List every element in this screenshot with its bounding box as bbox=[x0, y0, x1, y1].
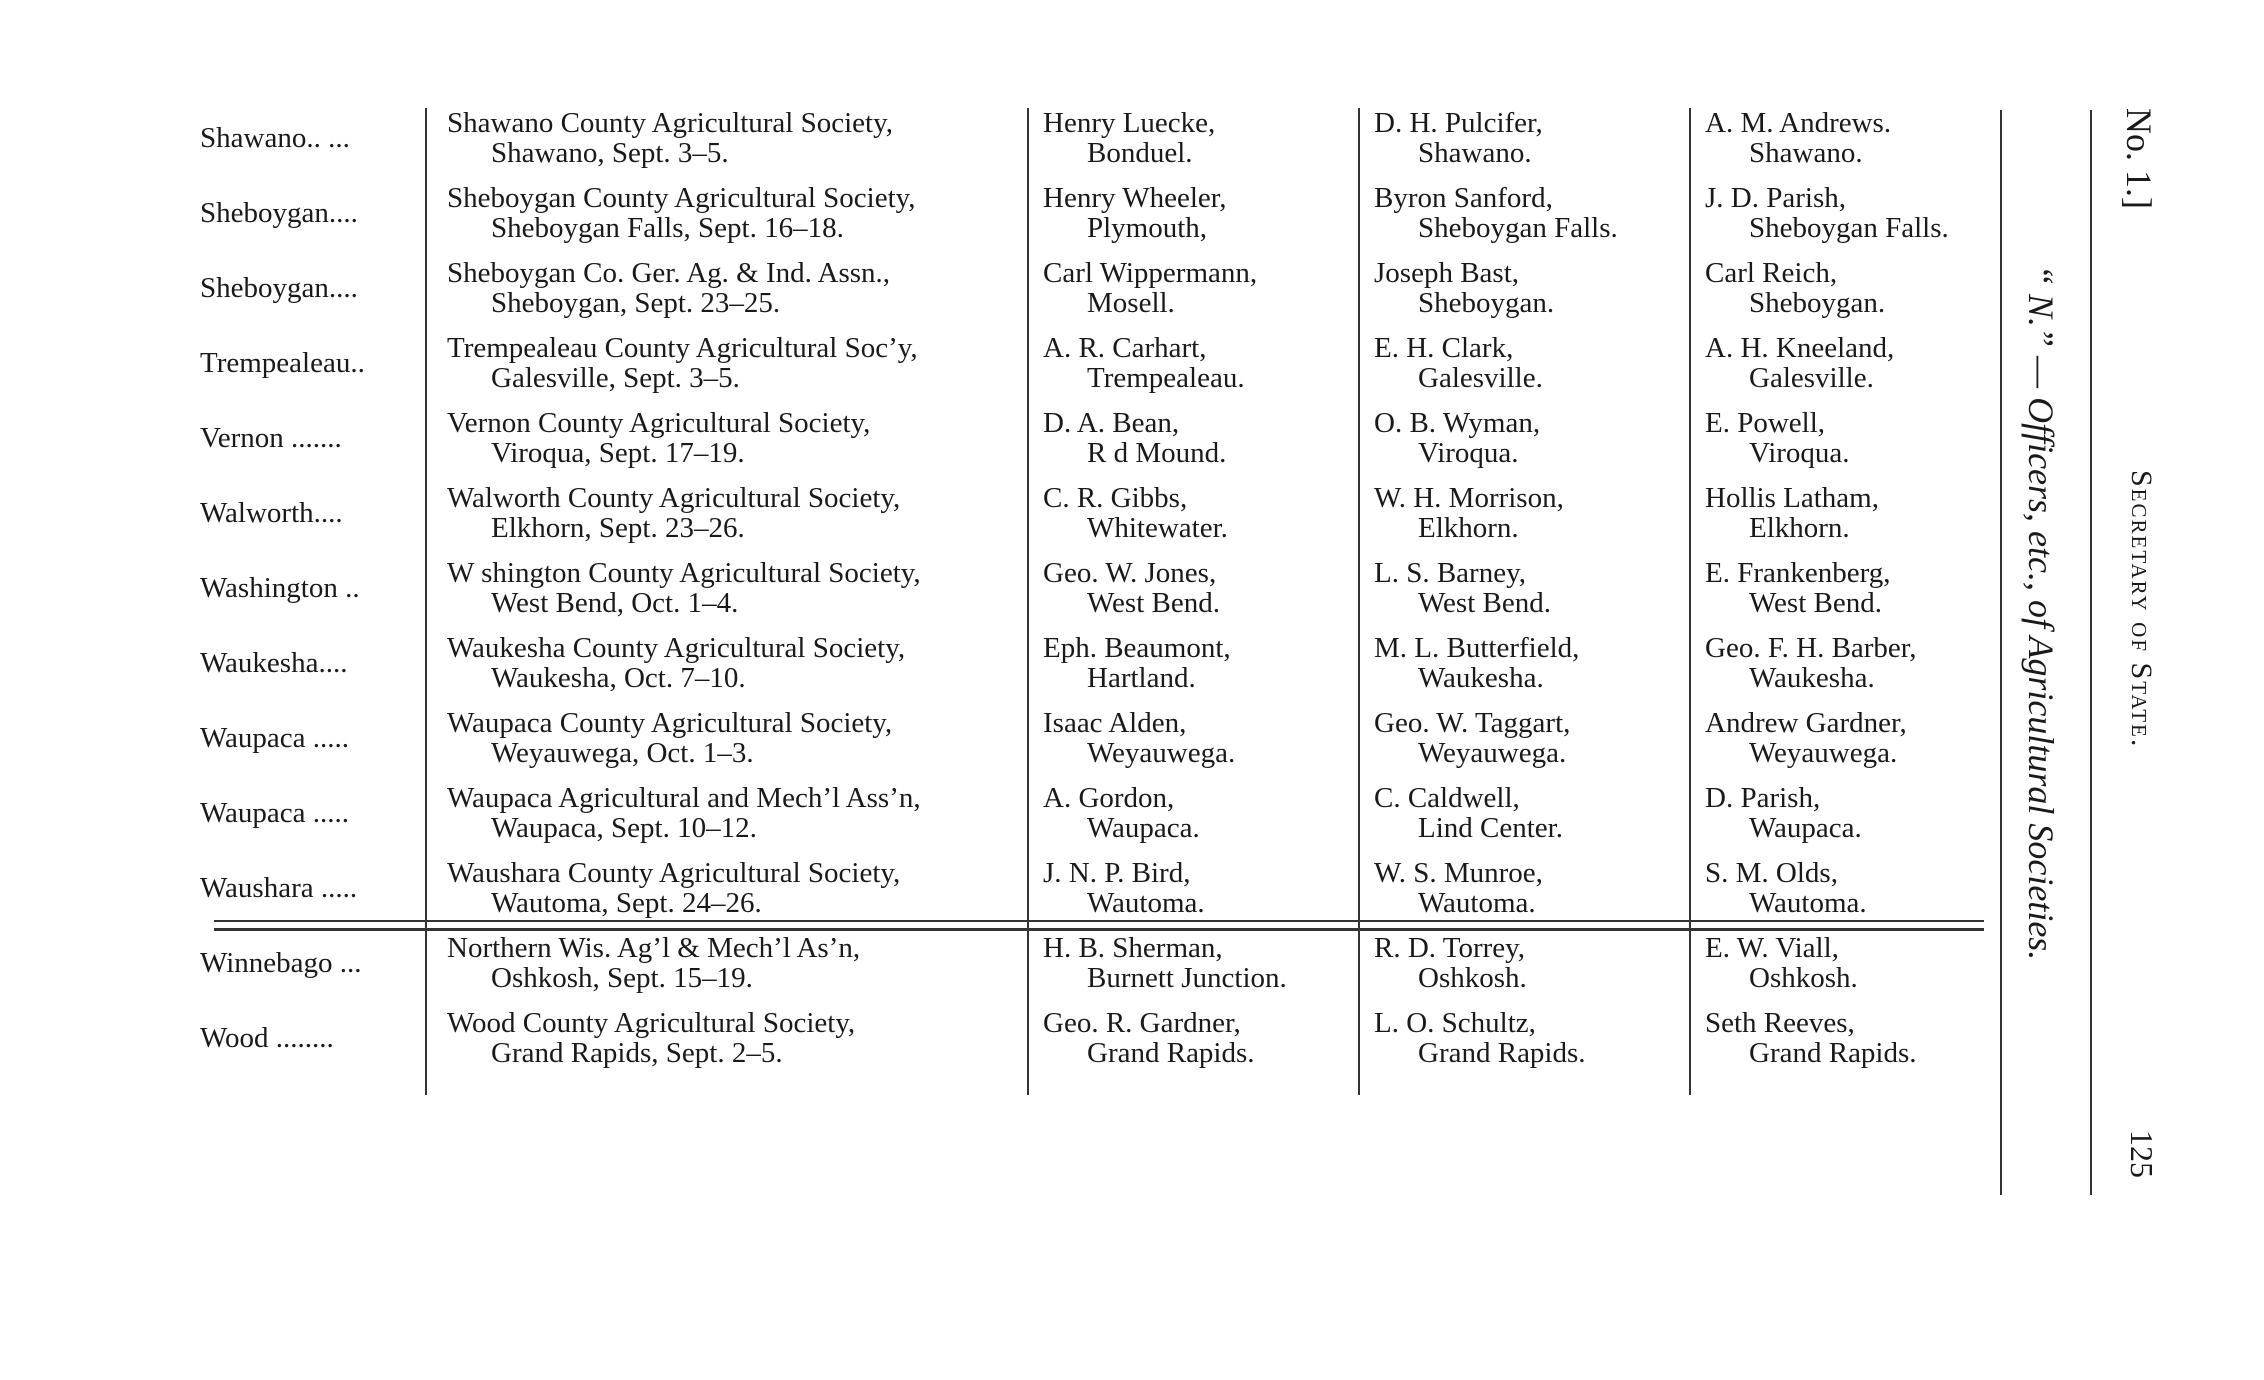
president: Isaac Alden, bbox=[1043, 707, 1187, 739]
society-cell bbox=[426, 1008, 1028, 1095]
society-place: Sheboygan Falls, Sept. 16–18. bbox=[491, 212, 844, 244]
side-rule-left bbox=[2000, 110, 2002, 1195]
secretary-cell bbox=[1359, 708, 1690, 783]
president-cell bbox=[1028, 558, 1359, 633]
president-cell bbox=[1028, 183, 1359, 258]
societies-table bbox=[200, 108, 2010, 1095]
table-row bbox=[200, 558, 2010, 633]
county: Walworth.... bbox=[200, 497, 343, 529]
treasurer-cell bbox=[1690, 258, 2010, 333]
society: Trempealeau County Agricultural Soc’y, bbox=[447, 332, 918, 364]
county-cell bbox=[200, 783, 426, 858]
president: Henry Wheeler, bbox=[1043, 182, 1227, 214]
treasurer-place: Elkhorn. bbox=[1749, 512, 1850, 544]
county: Wood ........ bbox=[200, 1022, 334, 1054]
president-cell bbox=[1028, 333, 1359, 408]
table-row bbox=[200, 933, 2010, 1008]
society: Sheboygan Co. Ger. Ag. & Ind. Assn., bbox=[447, 257, 891, 289]
president-place: Hartland. bbox=[1087, 662, 1196, 694]
treasurer: A. H. Kneeland, bbox=[1705, 332, 1895, 364]
treasurer-place: Waukesha. bbox=[1749, 662, 1875, 694]
society: Waushara County Agricultural Society, bbox=[447, 857, 901, 889]
society-cell bbox=[426, 933, 1028, 1008]
society-cell bbox=[426, 633, 1028, 708]
secretary-cell bbox=[1359, 333, 1690, 408]
president: Geo. W. Jones, bbox=[1043, 557, 1217, 589]
treasurer: J. D. Parish, bbox=[1705, 182, 1846, 214]
society-place: West Bend, Oct. 1–4. bbox=[491, 587, 739, 619]
president: H. B. Sherman, bbox=[1043, 932, 1223, 964]
secretary-cell bbox=[1359, 108, 1690, 183]
county-cell bbox=[200, 483, 426, 558]
society-place: Oshkosh, Sept. 15–19. bbox=[491, 962, 753, 994]
county-cell bbox=[200, 933, 426, 1008]
president-place: Wautoma. bbox=[1087, 887, 1205, 919]
secretary-place: Lind Center. bbox=[1418, 812, 1563, 844]
treasurer: A. M. Andrews. bbox=[1705, 107, 1892, 139]
county: Winnebago ... bbox=[200, 947, 362, 979]
table-row bbox=[200, 183, 2010, 258]
president: Henry Luecke, bbox=[1043, 107, 1216, 139]
treasurer: Geo. F. H. Barber, bbox=[1705, 632, 1917, 664]
treasurer: E. Frankenberg, bbox=[1705, 557, 1891, 589]
president-place: Weyauwega. bbox=[1087, 737, 1236, 769]
treasurer-place: West Bend. bbox=[1749, 587, 1882, 619]
treasurer-cell bbox=[1690, 408, 2010, 483]
table-row bbox=[200, 258, 2010, 333]
president-cell bbox=[1028, 483, 1359, 558]
secretary-cell bbox=[1359, 408, 1690, 483]
president-place: Bonduel. bbox=[1087, 137, 1193, 169]
treasurer-place: Sheboygan. bbox=[1749, 287, 1886, 319]
president-place: Grand Rapids. bbox=[1087, 1037, 1255, 1069]
president: Eph. Beaumont, bbox=[1043, 632, 1231, 664]
president: Geo. R. Gardner, bbox=[1043, 1007, 1241, 1039]
secretary-place: Wautoma. bbox=[1418, 887, 1536, 919]
secretary-cell bbox=[1359, 483, 1690, 558]
society-cell bbox=[426, 558, 1028, 633]
county-cell bbox=[200, 708, 426, 783]
president-cell bbox=[1028, 258, 1359, 333]
treasurer-place: Sheboygan Falls. bbox=[1749, 212, 1949, 244]
county-cell bbox=[200, 408, 426, 483]
secretary: R. D. Torrey, bbox=[1374, 932, 1526, 964]
treasurer-cell bbox=[1690, 708, 2010, 783]
secretary: C. Caldwell, bbox=[1374, 782, 1520, 814]
president-place: Mosell. bbox=[1087, 287, 1175, 319]
society-place: Waukesha, Oct. 7–10. bbox=[491, 662, 746, 694]
society-cell bbox=[426, 483, 1028, 558]
society-place: Wautoma, Sept. 24–26. bbox=[491, 887, 762, 919]
society: W shington County Agricultural Society, bbox=[447, 557, 921, 589]
secretary-place: Shawano. bbox=[1418, 137, 1532, 169]
treasurer: Seth Reeves, bbox=[1705, 1007, 1855, 1039]
table-row bbox=[200, 783, 2010, 858]
president-cell bbox=[1028, 1008, 1359, 1095]
secretary-place: Galesville. bbox=[1418, 362, 1543, 394]
secretary-place: West Bend. bbox=[1418, 587, 1551, 619]
society-place: Viroqua, Sept. 17–19. bbox=[491, 437, 745, 469]
treasurer-place: Galesville. bbox=[1749, 362, 1874, 394]
secretary-cell bbox=[1359, 633, 1690, 708]
secretary-place: Grand Rapids. bbox=[1418, 1037, 1586, 1069]
secretary: Joseph Bast, bbox=[1374, 257, 1519, 289]
secretary: M. L. Butterfield, bbox=[1374, 632, 1580, 664]
treasurer-place: Shawano. bbox=[1749, 137, 1863, 169]
table-row bbox=[200, 333, 2010, 408]
treasurer-cell bbox=[1690, 1008, 2010, 1095]
table-row bbox=[200, 708, 2010, 783]
society-place: Elkhorn, Sept. 23–26. bbox=[491, 512, 745, 544]
county-cell bbox=[200, 1008, 426, 1095]
treasurer-cell bbox=[1690, 558, 2010, 633]
society: Vernon County Agricultural Society, bbox=[447, 407, 871, 439]
treasurer: D. Parish, bbox=[1705, 782, 1821, 814]
table-row bbox=[200, 633, 2010, 708]
president-cell bbox=[1028, 933, 1359, 1008]
secretary-cell bbox=[1359, 183, 1690, 258]
secretary-cell bbox=[1359, 933, 1690, 1008]
document-number: No. 1.] bbox=[2119, 108, 2159, 209]
treasurer: E. Powell, bbox=[1705, 407, 1826, 439]
county-cell bbox=[200, 333, 426, 408]
treasurer: Andrew Gardner, bbox=[1705, 707, 1907, 739]
county: Waupaca ..... bbox=[200, 797, 350, 829]
president-place: Whitewater. bbox=[1087, 512, 1228, 544]
secretary-place: Elkhorn. bbox=[1418, 512, 1519, 544]
bottom-double-rule bbox=[214, 928, 1984, 931]
county-cell bbox=[200, 183, 426, 258]
side-rule-right bbox=[2090, 110, 2092, 1195]
society-cell bbox=[426, 708, 1028, 783]
president-place: West Bend. bbox=[1087, 587, 1220, 619]
president: A. Gordon, bbox=[1043, 782, 1175, 814]
treasurer-place: Grand Rapids. bbox=[1749, 1037, 1917, 1069]
secretary-cell bbox=[1359, 1008, 1690, 1095]
president-place: R d Mound. bbox=[1087, 437, 1227, 469]
treasurer-cell bbox=[1690, 933, 2010, 1008]
president-cell bbox=[1028, 633, 1359, 708]
county-cell bbox=[200, 558, 426, 633]
treasurer-cell bbox=[1690, 183, 2010, 258]
treasurer-place: Waupaca. bbox=[1749, 812, 1862, 844]
treasurer-place: Viroqua. bbox=[1749, 437, 1850, 469]
treasurer-place: Weyauwega. bbox=[1749, 737, 1898, 769]
president: A. R. Carhart, bbox=[1043, 332, 1207, 364]
treasurer-cell bbox=[1690, 108, 2010, 183]
president: C. R. Gibbs, bbox=[1043, 482, 1188, 514]
county: Sheboygan.... bbox=[200, 197, 358, 229]
county-cell bbox=[200, 108, 426, 183]
society-cell bbox=[426, 783, 1028, 858]
secretary: Byron Sanford, bbox=[1374, 182, 1553, 214]
secretary: O. B. Wyman, bbox=[1374, 407, 1541, 439]
county: Waushara ..... bbox=[200, 872, 358, 904]
society-cell bbox=[426, 408, 1028, 483]
treasurer-place: Oshkosh. bbox=[1749, 962, 1858, 994]
society-cell bbox=[426, 258, 1028, 333]
secretary: Geo. W. Taggart, bbox=[1374, 707, 1571, 739]
secretary: W. S. Munroe, bbox=[1374, 857, 1543, 889]
society-cell bbox=[426, 108, 1028, 183]
county: Shawano.. ... bbox=[200, 122, 350, 154]
county: Waukesha.... bbox=[200, 647, 348, 679]
society-place: Shawano, Sept. 3–5. bbox=[491, 137, 729, 169]
society: Waupaca Agricultural and Mech’l Ass’n, bbox=[447, 782, 921, 814]
society: Shawano County Agricultural Society, bbox=[447, 107, 893, 139]
president-cell bbox=[1028, 408, 1359, 483]
president-cell bbox=[1028, 108, 1359, 183]
society: Waukesha County Agricultural Society, bbox=[447, 632, 906, 664]
president: Carl Wippermann, bbox=[1043, 257, 1258, 289]
table-row bbox=[200, 108, 2010, 183]
treasurer: Hollis Latham, bbox=[1705, 482, 1879, 514]
society: Walworth County Agricultural Society, bbox=[447, 482, 901, 514]
county-cell bbox=[200, 633, 426, 708]
secretary-cell bbox=[1359, 783, 1690, 858]
secretary: L. O. Schultz, bbox=[1374, 1007, 1536, 1039]
treasurer-place: Wautoma. bbox=[1749, 887, 1867, 919]
society: Sheboygan County Agricultural Society, bbox=[447, 182, 916, 214]
secretary-cell bbox=[1359, 558, 1690, 633]
president-place: Burnett Junction. bbox=[1087, 962, 1287, 994]
treasurer: S. M. Olds, bbox=[1705, 857, 1838, 889]
county: Trempealeau.. bbox=[200, 347, 365, 379]
society-cell bbox=[426, 183, 1028, 258]
president-place: Trempealeau. bbox=[1087, 362, 1245, 394]
bottom-rule bbox=[214, 920, 1984, 922]
society-cell bbox=[426, 333, 1028, 408]
treasurer: E. W. Viall, bbox=[1705, 932, 1839, 964]
secretary-place: Viroqua. bbox=[1418, 437, 1519, 469]
society: Wood County Agricultural Society, bbox=[447, 1007, 856, 1039]
secretary-cell bbox=[1359, 258, 1690, 333]
society-place: Waupaca, Sept. 10–12. bbox=[491, 812, 757, 844]
secretary-place: Waukesha. bbox=[1418, 662, 1544, 694]
secretary-place: Sheboygan. bbox=[1418, 287, 1555, 319]
table-row bbox=[200, 1008, 2010, 1095]
treasurer-cell bbox=[1690, 333, 2010, 408]
county: Washington .. bbox=[200, 572, 360, 604]
president: J. N. P. Bird, bbox=[1043, 857, 1191, 889]
page-number: 125 bbox=[2124, 1130, 2160, 1178]
president: D. A. Bean, bbox=[1043, 407, 1180, 439]
treasurer-cell bbox=[1690, 483, 2010, 558]
treasurer-cell bbox=[1690, 633, 2010, 708]
county: Waupaca ..... bbox=[200, 722, 350, 754]
secretary: W. H. Morrison, bbox=[1374, 482, 1564, 514]
president-place: Plymouth, bbox=[1087, 212, 1208, 244]
secretary: D. H. Pulcifer, bbox=[1374, 107, 1543, 139]
society-place: Galesville, Sept. 3–5. bbox=[491, 362, 740, 394]
secretary-place: Sheboygan Falls. bbox=[1418, 212, 1618, 244]
table-row bbox=[200, 483, 2010, 558]
president-cell bbox=[1028, 708, 1359, 783]
society: Northern Wis. Ag’l & Mech’l As’n, bbox=[447, 932, 861, 964]
table-row bbox=[200, 408, 2010, 483]
table-subtitle: “ N.” — Officers, etc., of Agricultural Societies. bbox=[2021, 265, 2061, 961]
table-body bbox=[200, 108, 2010, 1095]
county-cell bbox=[200, 258, 426, 333]
secretary-place: Weyauwega. bbox=[1418, 737, 1567, 769]
county: Sheboygan.... bbox=[200, 272, 358, 304]
society-place: Grand Rapids, Sept. 2–5. bbox=[491, 1037, 783, 1069]
president-cell bbox=[1028, 783, 1359, 858]
treasurer-cell bbox=[1690, 783, 2010, 858]
treasurer: Carl Reich, bbox=[1705, 257, 1838, 289]
society-place: Weyauwega, Oct. 1–3. bbox=[491, 737, 754, 769]
secretary-place: Oshkosh. bbox=[1418, 962, 1527, 994]
society-place: Sheboygan, Sept. 23–25. bbox=[491, 287, 781, 319]
secretary: E. H. Clark, bbox=[1374, 332, 1514, 364]
county: Vernon ....... bbox=[200, 422, 342, 454]
secretary: L. S. Barney, bbox=[1374, 557, 1526, 589]
running-head: Secretary of State. bbox=[2125, 470, 2158, 749]
president-place: Waupaca. bbox=[1087, 812, 1200, 844]
society: Waupaca County Agricultural Society, bbox=[447, 707, 893, 739]
